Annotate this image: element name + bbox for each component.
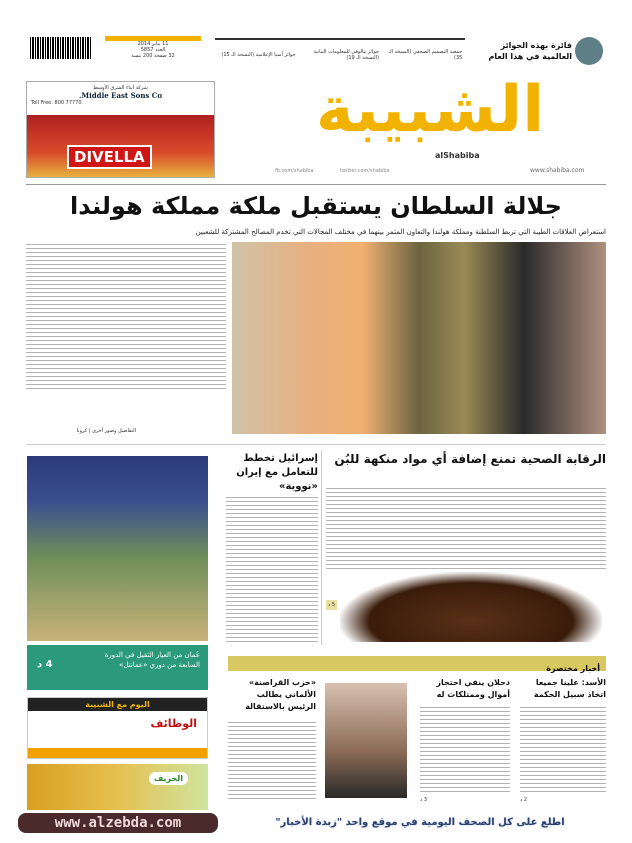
issue-info: 11 يناير 2014 العدد 5857 32 صفحة 200 بيسة: [105, 36, 201, 70]
coffee-body-text: [326, 486, 606, 570]
footer-slogan: اطلع على كل الصحف اليومية في موقع واحد "زبدة الأخبار": [275, 817, 565, 828]
award-badge-icon: [575, 37, 603, 65]
brief-body-text: [228, 720, 316, 800]
divider: [26, 444, 606, 445]
brief-page-ref: 2 د: [520, 797, 528, 803]
twitter-link[interactable]: twitter.com/shabiba: [340, 168, 390, 174]
brief-body-text: [420, 705, 510, 793]
coffee-headline: الرقابة الصحية تمنع إضافة أي مواد منكهة للبُن: [334, 452, 606, 466]
israel-headline: إسرائيل تخطط للتعامل مع إيران «نووية»: [236, 453, 318, 492]
brief-page-ref: 3 د: [420, 797, 428, 803]
awards-strip: جمعية التصميم الصحفي (النسخة الـ 35) جوائز مالوفي للمعلومات البيانية (النسخة الـ 19) جوائز آسيا الإعلامية (النسخة الـ 15): [215, 38, 465, 70]
lead-continued: التفاصيل وصور أخرى | كرونا: [76, 428, 136, 434]
lead-subhead: استعراض العلاقات الطيبة التي تربط السلطنة ومملكة هولندا والتعاون المثمر بينهما في مختلف المجالات التي تخدم المصالح المشتركة للشعبين: [195, 228, 606, 236]
page-ref: 5 د: [328, 602, 336, 608]
jobs-advertisement[interactable]: اليوم مع الشبيبة الوظائف: [27, 697, 208, 759]
brief-headline: «حزب القراصنة» الألماني يطالب الرئيس بالاستقالة: [245, 678, 316, 711]
website-link[interactable]: www.shabiba.com: [530, 167, 585, 174]
facebook-link[interactable]: fb.com/shabiba: [275, 168, 314, 174]
brief-photo: [325, 683, 407, 798]
israel-body-text: [226, 495, 318, 645]
brief-headline: دحلان ينفي احتجاز أموال وممتلكات له: [436, 678, 510, 699]
divider: [26, 184, 606, 185]
logo: الشبيبة alShabiba: [315, 73, 545, 160]
awards-title: فائزة بهذه الجوائز العالمية في هذا العام: [488, 41, 572, 61]
coffee-beans-photo: [340, 572, 602, 642]
footer-site-link[interactable]: www.alzebda.com: [18, 813, 218, 833]
lead-body-text: [26, 242, 226, 392]
barcode: [30, 37, 92, 59]
column-divider: [321, 450, 322, 645]
sports-photo: [27, 456, 208, 641]
food-advertisement[interactable]: الخريف: [27, 764, 208, 810]
top-advertisement[interactable]: شركة أبناء الشرق الأوسط Middle East Sons Co. Toll Free: 800 77770 DIVELLA: [26, 81, 215, 178]
sports-teaser[interactable]: عُمان من العيار الثقيل في الدورة السابعة من دوري «عمانتل» 4 د: [27, 645, 208, 690]
brief-label-bar: أخبار مختصرة: [228, 656, 606, 671]
brief-headline: الأسد: علينا جميعا اتخاذ سبيل الحكمة: [533, 678, 606, 699]
lead-photo: [232, 242, 606, 434]
lead-headline: جلالة السلطان يستقبل ملكة مملكة هولندا: [70, 192, 562, 220]
brief-body-text: [520, 705, 606, 793]
